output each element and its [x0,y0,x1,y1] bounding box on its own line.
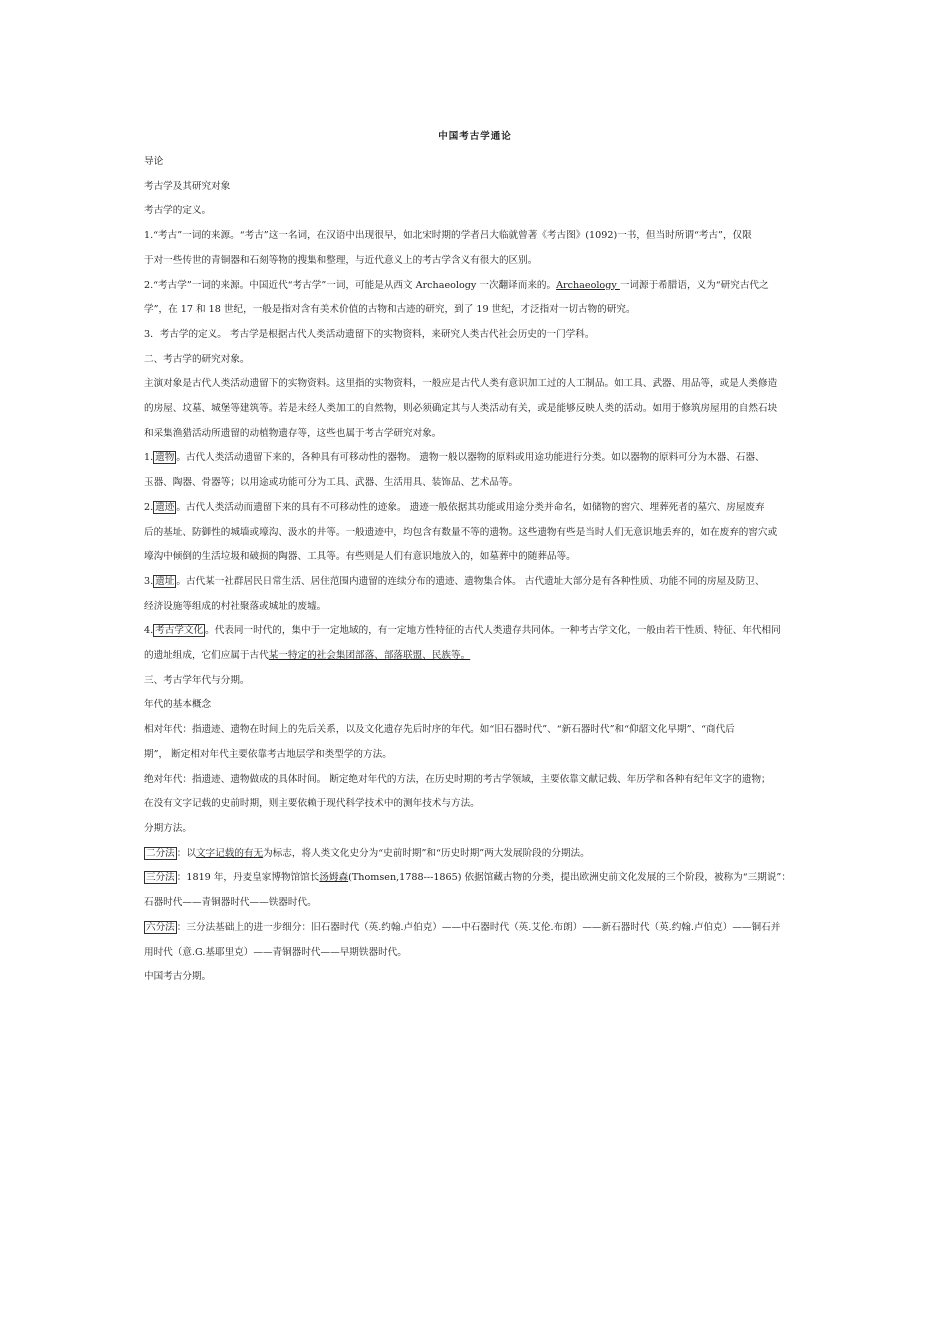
method-three-division-line2: 石器时代——青铜器时代——铁器时代。 [144,897,317,909]
underlined-term: Archaeology [556,279,620,291]
item-site-line1 [144,570,812,595]
document-body [144,150,812,990]
document-title: 中国考古学通论 [438,131,512,142]
boxed-term-culture: 考古学文化 [155,625,204,637]
heading-research-object: 二、考古学的研究对象。 [144,353,250,365]
method-two-division [144,842,812,867]
boxed-term-site: 遗址 [155,575,175,587]
item-site-line2: 经济设施等组成的村社聚落或城址的废墟。 [144,600,327,612]
item-remains-line3: 壕沟中倾倒的生活垃圾和破损的陶器、工具等。有些则是人们有意识地放入的，如墓葬中的随葬品等。 [144,551,576,563]
text-segment: 2.“考古学”一词的来源。中国近代“考古学”一词，可能是从西文 Archaeology 一次翻译而来的。 [144,279,557,291]
paragraph-object-line3: 和采集渔猎活动所遗留的动植物遗存等，这些也属于考古学研究对象。 [144,427,442,439]
heading-archaeology-object: 考古学及其研究对象 [144,180,231,192]
text-segment: 的遗址组成，它们应属于古代 [144,650,269,662]
paragraph-term-origin-line2: 于对一些传世的青铜器和石刻等物的搜集和整理，与近代意义上的考古学含义有很大的区别。 [144,254,538,266]
heading-intro: 导论 [144,156,164,167]
text-segment: ：1819 年，丹麦皇家博物馆馆长 [176,872,320,884]
item-relics-line1 [144,446,812,471]
paragraph-archaeology-origin-line1 [144,274,812,299]
text-segment: 。古代某一社群居民日常生活、居住范围内遗留的连续分布的遗迹、遗物集合体。 古代遗址大部分是有各种性质、功能不同的房屋及防卫、 [176,575,765,587]
item-remains-line2: 后的基址、防御性的城墙或壕沟、汲水的井等。一般遗迹中，均包含有数量不等的遗物。这些遗物有些是当时人们无意识地丢弃的，如在废弃的窖穴或 [144,526,778,538]
item-relics-line2: 玉器、陶器、骨器等；以用途或功能可分为工具、武器、生活用具、装饰品、艺术品等。 [144,477,519,489]
paragraph-relative-date-line2: 期”， 断定相对年代主要依靠考古地层学和类型学的方法。 [144,748,392,760]
boxed-term-three-division: 三分法 [146,872,175,884]
boxed-term-relics: 遗物 [155,452,175,464]
item-number: 2. [144,501,154,513]
text-segment: 。代表同一时代的，集中于一定地域的，有一定地方性特征的古代人类遗存共同体。一种考古学文化，一般由若干性质、特征、年代相同 [205,625,781,637]
text-segment: ：以 [176,847,196,859]
paragraph-relative-date-line1: 相对年代：指遗迹、遗物在时间上的先后关系，以及文化遗存先后时序的年代。如“旧石器时代”、“新石器时代”和“仰韶文化早期”、“商代后 [144,724,735,736]
paragraph-object-line1: 主演对象是古代人类活动遗留下的实物资料。这里指的实物资料，一般应是古代人类有意识加工过的人工制品。如工具、武器、用品等，或是人类修造 [144,378,778,390]
item-number: 1. [144,452,154,464]
method-three-division-line1 [144,866,812,891]
heading-period-method: 分期方法。 [144,822,192,834]
heading-chronology: 三、考古学年代与分期。 [144,674,250,686]
text-segment: ：三分法基础上的进一步细分：旧石器时代（英.约翰.卢伯克）——中石器时代（英.艾伦.布朗）——新石器时代（英.约翰.卢伯克）——铜石并 [176,921,781,933]
paragraph-archaeology-origin-line2: 学”，在 17 和 18 世纪，一般是指对含有美术价值的古物和古迹的研究，到了 19 世纪，才泛指对一切古物的研究。 [144,304,636,316]
text-segment: (Thomsen,1788---1865) 依据馆藏古物的分类，提出欧洲史前文化发展的三个阶段，被称为“三期说”： [348,872,791,884]
paragraph-term-origin-line1: 1.“考古”一词的来源。“考古”这一名词，在汉语中出现很早，如北宋时期的学者吕大临就曾著《考古图》(1092)一书，但当时所谓“考古”，仅限 [144,230,752,242]
item-number: 4. [144,625,154,637]
item-remains-line1 [144,496,812,521]
text-segment: 。古代人类活动而遗留下来的具有不可移动性的迹象。 遗迹一般依据其功能或用途分类并命名，如储物的窖穴、埋葬死者的墓穴、房屋废弃 [176,501,765,513]
underlined-phrase: 文字记载的有无 [195,847,264,859]
heading-definition: 考古学的定义。 [144,205,212,217]
paragraph-definition: 3．考古学的定义。 考古学是根据古代人类活动遗留下的实物资料，来研究人类古代社会历史的一门学科。 [144,328,595,340]
underlined-phrase: 某一特定的社会集团部落、部落联盟、民族等。 [268,650,471,662]
method-six-division-line2: 用时代（意.G.基耶里克）——青铜器时代——早期铁器时代。 [144,946,407,958]
paragraph-absolute-date-line1: 绝对年代：指遗迹、遗物做成的具体时间。 断定绝对年代的方法，在历史时期的考古学领域，主要依靠文献记载、年历学和各种有纪年文字的遗物； [144,773,771,785]
paragraph-absolute-date-line2: 在没有文字记载的史前时期，则主要依赖于现代科学技术中的测年技术与方法。 [144,798,480,810]
item-number: 3. [144,575,154,587]
boxed-term-remains: 遗迹 [155,501,175,513]
boxed-term-six-division: 六分法 [146,921,175,933]
text-segment: 一词源于希腊语，义为“研究古代之 [619,279,769,291]
item-culture-line1 [144,619,812,644]
heading-china-period: 中国考古分期。 [144,971,212,983]
method-six-division-line1 [144,916,812,941]
heading-era-concept: 年代的基本概念 [144,699,212,711]
text-segment: 为标志，将人类文化史分为“史前时期”和“历史时期”两大发展阶段的分期法。 [263,847,590,859]
paragraph-object-line2: 的房屋、坟墓、城堡等建筑等。若是未经人类加工的自然物，则必须确定其与人类活动有关，或是能够反映人类的活动。如用于修筑房屋用的自然石块 [144,403,778,415]
item-culture-line2 [144,644,812,669]
text-segment: 。古代人类活动遗留下来的，各种具有可移动性的器物。 遗物一般以器物的原料或用途功能进行分类。如以器物的原料可分为木器、石器、 [176,452,765,464]
underlined-name: 汤姆森 [319,872,349,884]
boxed-term-two-division: 二分法 [146,847,175,859]
